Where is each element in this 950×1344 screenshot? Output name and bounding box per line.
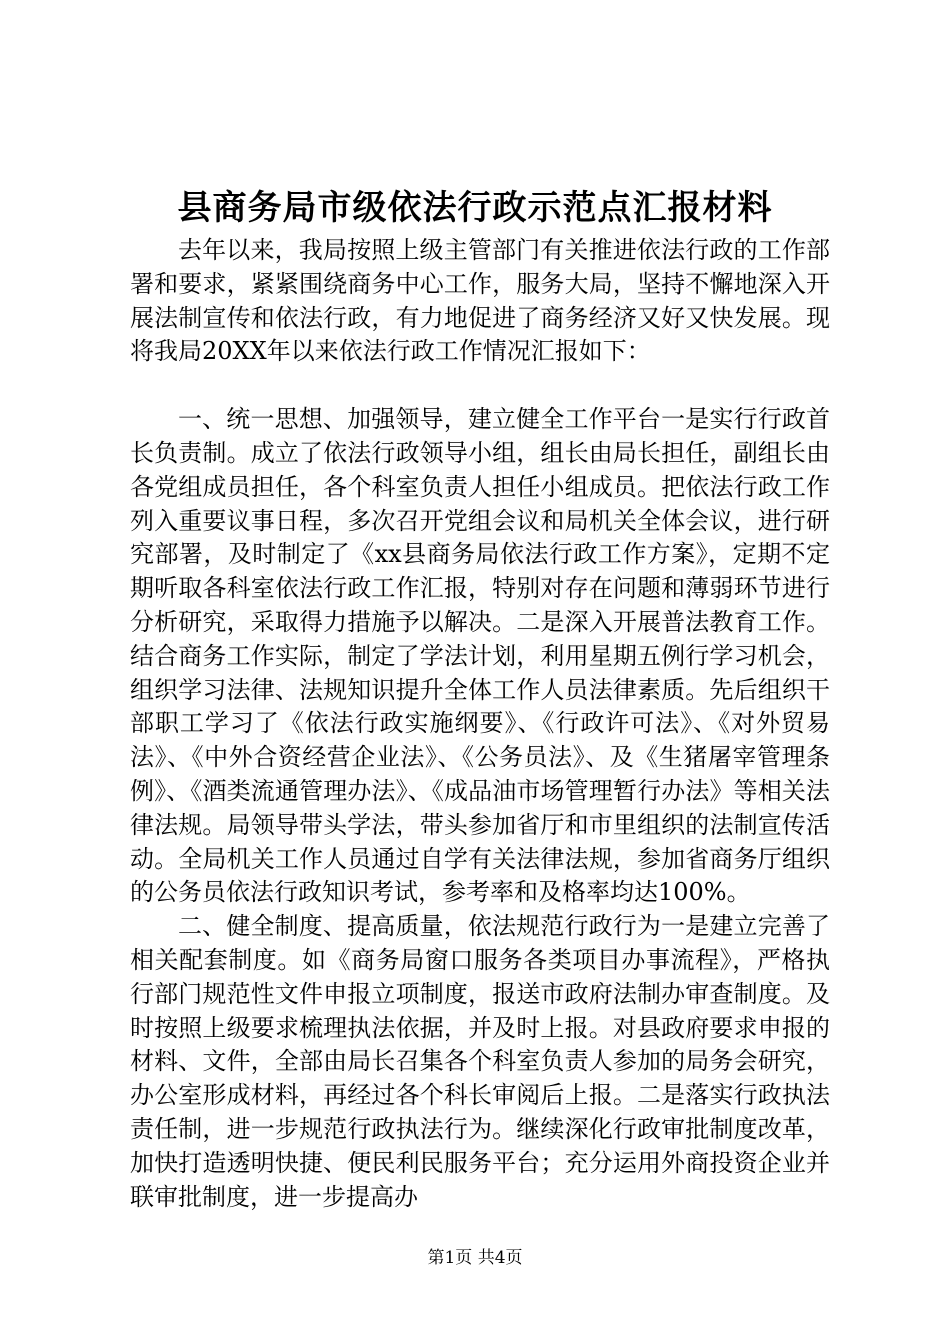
document-body	[130, 234, 830, 1214]
paragraph-section-1: 一、统一思想、加强领导，建立健全工作平台一是实行行政首长负责制。成立了依法行政领导小组，组长由局长担任，副组长由各党组成员担任，各个科室负责人担任小组成员。把依法行政工作列入重要议事日程，多次召开党组会议和局机关全体会议，进行研究部署，及时制定了《xx县商务局依法行政工作方案》，定期不定期听取各科室依法行政工作汇报，特别对存在问题和薄弱环节进行分析研究，采取得力措施予以解决。二是深入开展普法教育工作。结合商务工作实际，制定了学法计划，利用星期五例行学习机会，组织学习法律、法规知识提升全体工作人员法律素质。先后组织干部职工学习了《依法行政实施纲要》、《行政许可法》、《对外贸易法》、《中外合资经营企业法》、《公务员法》、及《生猪屠宰管理条例》、《酒类流通管理办法》、《成品油市场管理暂行办法》等相关法律法规。局领导带头学法，带头参加省厅和市里组织的法制宣传活动。全局机关工作人员通过自学有关法律法规，参加省商务厅组织的公务员依法行政知识考试，参考率和及格率均达100%。	[130, 405, 830, 907]
paragraph-section-2: 二、健全制度、提高质量，依法规范行政行为一是建立完善了相关配套制度。如《商务局窗口服务各类项目办事流程》，严格执行部门规范性文件申报立项制度，报送市政府法制办审查制度。及时按照上级要求梳理执法依据，并及时上报。对县政府要求申报的材料、文件，全部由局长召集各个科室负责人参加的局务会研究，办公室形成材料，再经过各个科长审阅后上报。二是落实行政执法责任制，进一步规范行政执法行为。继续深化行政审批制度改革，加快打造透明快捷、便民利民服务平台；充分运用外商投资企业并联审批制度，进一步提高办	[130, 912, 830, 1211]
document-title: 县商务局市级依法行政示范点汇报材料	[177, 188, 773, 228]
paragraph-intro: 去年以来，我局按照上级主管部门有关推进依法行政的工作部署和要求，紧紧围绕商务中心工作，服务大局，坚持不懈地深入开展法制宣传和依法行政，有力地促进了商务经济又好又快发展。现将我局20XX年以来依法行政工作情况汇报如下：	[130, 236, 830, 366]
page-number: 第1页 共4页	[427, 1248, 523, 1268]
